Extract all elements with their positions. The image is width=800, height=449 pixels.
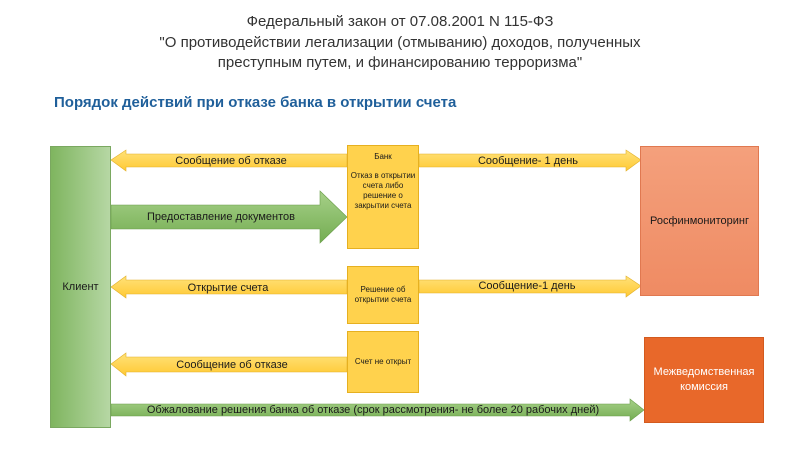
header-title-line1: Федеральный закон от 07.08.2001 N 115-ФЗ xyxy=(246,13,554,30)
label-refusal-message-2: Сообщение об отказе xyxy=(176,359,288,371)
bank-node xyxy=(347,145,419,249)
interagency-commission-node: Межведомственная комиссия xyxy=(644,337,764,423)
label-message-1-day-2: Сообщение-1 день xyxy=(478,280,576,292)
header-title-line2: "О противодействии легализации (отмыванию) доходов, полученных xyxy=(159,34,641,51)
label-message-1-day-1: Сообщение- 1 день xyxy=(477,155,579,167)
account-not-opened-node: Счет не открыт xyxy=(347,331,419,393)
client-node: Клиент xyxy=(50,146,111,428)
label-documents: Предоставление документов xyxy=(147,211,295,223)
decision-node: Решение об открытии счета xyxy=(347,266,419,324)
label-appeal: Обжалование решения банка об отказе (срок рассмотрения- не более 20 рабочих дней) xyxy=(146,404,600,416)
header-title-line3: преступным путем, и финансированию терроризма" xyxy=(217,54,583,71)
label-refusal-message-1: Сообщение об отказе xyxy=(175,155,287,167)
diagram-subtitle: Порядок действий при отказе банка в открытии счета xyxy=(54,94,457,111)
rosfinmonitoring-node: Росфинмониторинг xyxy=(640,146,759,296)
label-account-opening: Открытие счета xyxy=(187,282,269,294)
bank-title: Банк xyxy=(374,152,392,161)
bank-refusal-text: Отказ в открытии счета либо решение о закрытии счета xyxy=(350,171,416,210)
